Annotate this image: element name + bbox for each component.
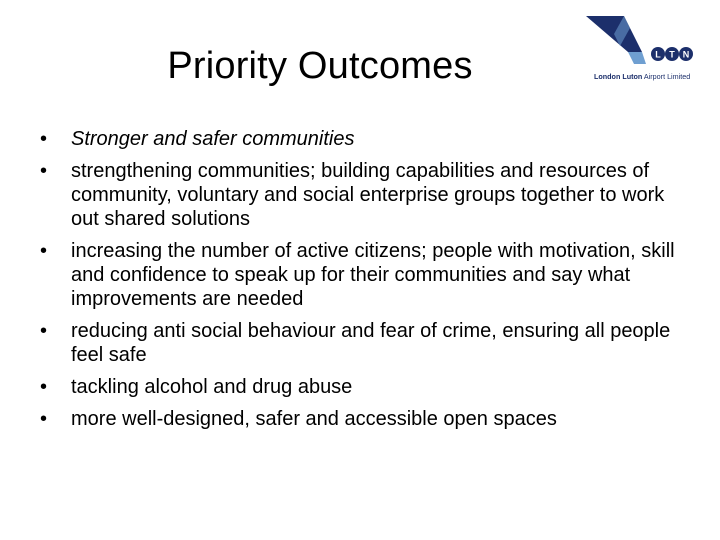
svg-text:T: T — [669, 49, 675, 60]
svg-text:L: L — [655, 49, 661, 60]
bullet-dot-icon: • — [40, 160, 48, 182]
bullet-text: Stronger and safer communities — [71, 128, 355, 150]
company-logo — [584, 12, 708, 81]
bullet-text: strengthening communities; building capabilities and resources of community, voluntary and social enterprise groups together to work out shared solutions — [71, 160, 665, 230]
bullet-list — [40, 127, 680, 439]
svg-text:N: N — [682, 49, 690, 60]
slide-title: Priority Outcomes — [167, 45, 473, 87]
bullet-item — [40, 375, 680, 399]
bullet-text: reducing anti social behaviour and fear of crime, ensuring all people feel safe — [71, 320, 671, 366]
bullet-text: more well-designed, safer and accessible open spaces — [71, 408, 557, 430]
logo-name-bold: London Luton — [594, 72, 643, 81]
bullet-item — [40, 319, 680, 367]
bullet-item — [40, 127, 680, 151]
bullet-item — [40, 239, 680, 311]
logo-name-rest: Airport Limited — [642, 72, 691, 81]
ltn-badge-icon — [651, 47, 693, 61]
bullet-item — [40, 159, 680, 231]
bullet-dot-icon: • — [40, 320, 48, 342]
bullet-text: increasing the number of active citizens; people with motivation, skill and confidence to speak up for their communities and say what improvements are needed — [71, 240, 675, 310]
bullet-dot-icon: • — [40, 408, 48, 430]
bullet-text: tackling alcohol and drug abuse — [71, 376, 353, 398]
bullet-dot-icon: • — [40, 240, 48, 262]
bullet-dot-icon: • — [40, 128, 48, 150]
ltn-tail-logo-icon — [584, 12, 708, 74]
bullet-item — [40, 407, 680, 431]
logo-wordmark — [594, 72, 690, 81]
bullet-dot-icon: • — [40, 376, 48, 398]
